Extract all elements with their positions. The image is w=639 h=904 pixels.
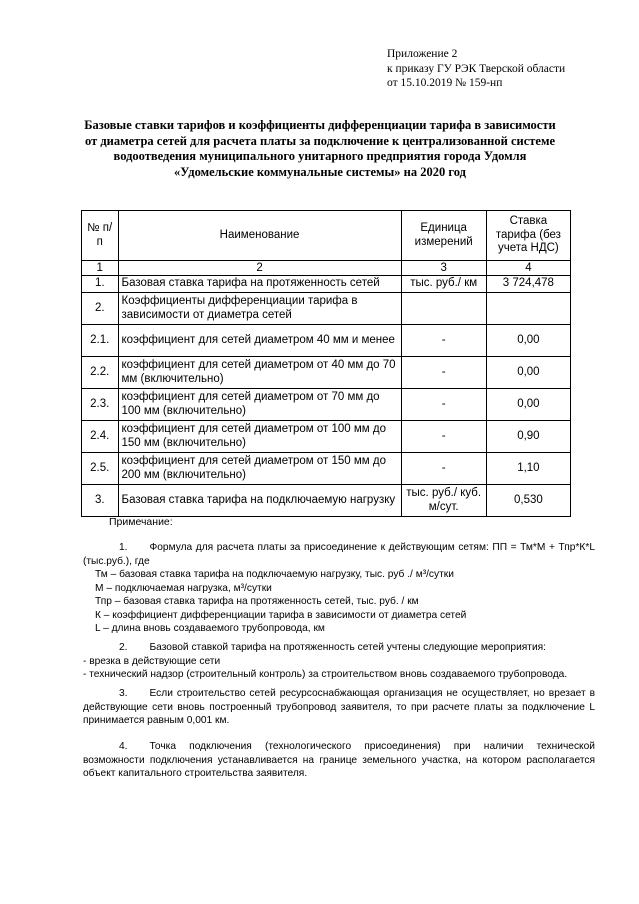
note-4 <box>83 740 595 781</box>
row-rate: 0,90 <box>486 421 570 453</box>
appendix-reference <box>387 47 565 91</box>
row-rate: 3 724,478 <box>486 276 570 293</box>
note-1-def: L – длина вновь создаваемого трубопровода, км <box>95 623 325 634</box>
appendix-line-1: Приложение 2 <box>387 48 458 60</box>
note-2-number: 2. <box>119 642 128 653</box>
header-rate: Ставка тарифа (без учета НДС) <box>486 211 570 261</box>
row-name: коэффициент для сетей диаметром от 150 мм до 200 мм (включительно) <box>118 453 401 485</box>
note-1-def: М – подключаемая нагрузка, м³/сутки <box>95 582 272 594</box>
row-unit: - <box>401 357 486 389</box>
document-title: Базовые ставки тарифов и коэффициенты дифференциации тарифа в зависимости от диаметра сетей для расчета платы за подключение к централизованной системе водоотведения муниципального унитарного предприятия города Удомля «Удомельские коммунальные системы» на 2020 год <box>84 118 556 179</box>
row-num: 2.3. <box>82 389 119 421</box>
row-rate: 1,10 <box>486 453 570 485</box>
tariff-table <box>81 210 571 517</box>
appendix-line-3: от 15.10.2019 № 159-нп <box>387 77 503 89</box>
note-1-def: К – коэффициент дифференциации тарифа в зависимости от диаметра сетей <box>95 609 467 621</box>
row-unit: - <box>401 389 486 421</box>
row-name: коэффициент для сетей диаметром от 70 мм до 100 мм (включительно) <box>118 389 401 421</box>
row-rate: 0,530 <box>486 485 570 517</box>
row-rate <box>486 293 570 325</box>
note-4-number: 4. <box>119 741 128 752</box>
row-num: 2.1. <box>82 325 119 357</box>
note-2-text <box>83 641 595 655</box>
row-unit: - <box>401 453 486 485</box>
row-rate: 0,00 <box>486 389 570 421</box>
row-num: 2. <box>82 293 119 325</box>
row-num: 2.5. <box>82 453 119 485</box>
row-num: 2.4. <box>82 421 119 453</box>
table-row <box>82 421 571 453</box>
table-row <box>82 389 571 421</box>
table-row <box>82 276 571 293</box>
col-number: 4 <box>486 261 570 276</box>
row-name: Базовая ставка тарифа на подключаемую нагрузку <box>118 485 401 517</box>
table-row <box>82 485 571 517</box>
header-name: Наименование <box>118 211 401 261</box>
row-name: Коэффициенты дифференциации тарифа в зависимости от диаметра сетей <box>118 293 401 325</box>
row-rate: 0,00 <box>486 357 570 389</box>
row-unit <box>401 293 486 325</box>
row-rate: 0,00 <box>486 325 570 357</box>
note-2-intro: Базовой ставкой тарифа на протяженность сетей учтены следующие мероприятия: <box>149 642 546 653</box>
note-2-item: - технический надзор (строительный контроль) за строительством вновь создаваемого трубопровода. <box>83 669 568 680</box>
appendix-line-2: к приказу ГУ РЭК Тверской области <box>387 62 566 75</box>
col-number: 1 <box>82 261 119 276</box>
col-number: 3 <box>401 261 486 276</box>
note-1-def: Тпр – базовая ставка тарифа на протяженность сетей, тыс. руб. / км <box>95 596 419 607</box>
row-unit: - <box>401 421 486 453</box>
table-row <box>82 357 571 389</box>
note-1-text <box>83 541 595 568</box>
table-header-row <box>82 211 571 261</box>
header-num: № п/п <box>82 211 119 261</box>
row-name: коэффициент для сетей диаметром от 100 мм до 150 мм (включительно) <box>118 421 401 453</box>
note-1-formula: Формула для расчета платы за присоединение к действующим сетям: ПП = Тм*М + Тпр*К*L (тыс.руб.), где <box>83 542 595 567</box>
row-unit: тыс. руб./ куб. м/сут. <box>401 485 486 517</box>
row-unit: тыс. руб./ км <box>401 276 486 293</box>
col-number: 2 <box>118 261 401 276</box>
row-num: 3. <box>82 485 119 517</box>
note-2-item: - врезка в действующие сети <box>83 655 221 667</box>
table-row <box>82 325 571 357</box>
row-name: коэффициент для сетей диаметром от 40 мм до 70 мм (включительно) <box>118 357 401 389</box>
header-unit: Единица измерений <box>401 211 486 261</box>
note-2 <box>83 641 595 682</box>
notes-title: Примечание: <box>109 516 173 528</box>
column-numbers-row <box>82 261 571 276</box>
row-num: 2.2. <box>82 357 119 389</box>
note-1 <box>83 541 595 636</box>
note-3-number: 3. <box>119 688 128 699</box>
row-unit: - <box>401 325 486 357</box>
row-num: 1. <box>82 276 119 293</box>
note-1-def: Тм – базовая ставка тарифа на подключаемую нагрузку, тыс. руб ./ м³/сутки <box>95 569 454 580</box>
row-name: Базовая ставка тарифа на протяженность сетей <box>118 276 401 293</box>
note-1-number: 1. <box>119 542 128 553</box>
table-row <box>82 293 571 325</box>
note-3 <box>83 687 595 728</box>
table-row <box>82 453 571 485</box>
note-4-text: Точка подключения (технологического присоединения) при наличии технической возможности подключения устанавливается на границе земельного участка, на котором располагается объект капитального строительства заявителя. <box>83 741 595 779</box>
note-3-text: Если строительство сетей ресурсоснабжающая организация не осуществляет, но врезает в действующие сети вновь построенный трубопровод заявителя, то при расчете платы за подключение L принимается равным 0,001 км. <box>83 688 595 726</box>
row-name: коэффициент для сетей диаметром 40 мм и менее <box>118 325 401 357</box>
